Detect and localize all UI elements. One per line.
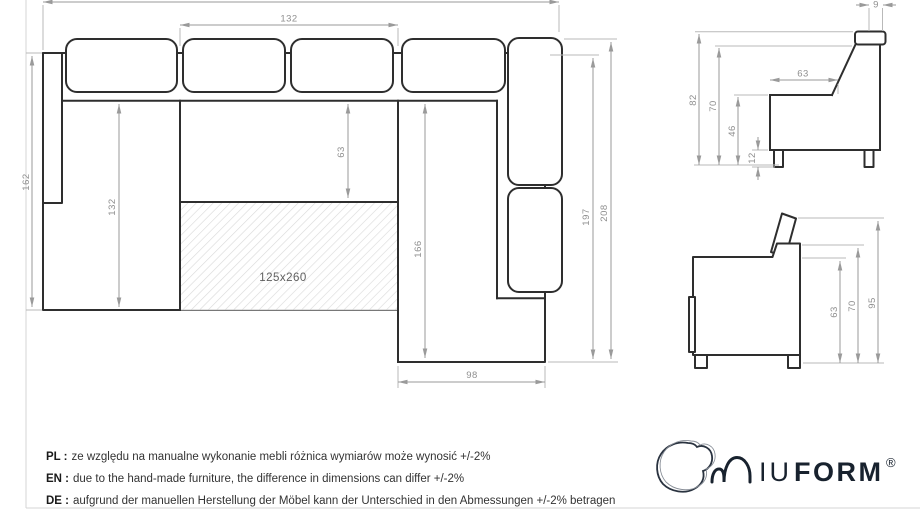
note-line-pl xyxy=(46,447,646,469)
cushion xyxy=(66,39,177,92)
headrest xyxy=(855,32,886,45)
dim-total-height-rear: 95 xyxy=(867,297,878,309)
mechanism-notch xyxy=(689,297,695,352)
dim-back-height: 70 xyxy=(708,100,719,112)
plan-view xyxy=(21,2,618,388)
note-text-en: due to the hand-made furniture, the difference in dimensions can differ +/-2% xyxy=(73,472,465,485)
note-text-pl: ze względu na manualne wykonanie mebli różnica wymiarów może wynosić +/-2% xyxy=(71,451,491,463)
rear-leg xyxy=(865,150,874,167)
bed-size-label: 125x260 xyxy=(259,272,307,284)
logo-text-form: FORM xyxy=(794,457,884,487)
note-label-pl: PL : xyxy=(46,451,68,463)
cushion xyxy=(508,188,562,292)
dim-seat-height: 46 xyxy=(727,125,738,137)
dim-total-height: 82 xyxy=(688,94,699,106)
logo-text-iu: IU xyxy=(759,457,792,487)
cushion xyxy=(508,38,562,185)
note-line-de xyxy=(46,491,646,513)
left-armrest xyxy=(43,53,62,203)
sofa-profile xyxy=(770,32,886,168)
front-leg xyxy=(774,150,783,167)
note-line-en xyxy=(46,469,646,491)
dim-back-width: 132 xyxy=(280,13,298,25)
bean-logo-icon xyxy=(657,440,715,491)
note-text-de: aufgrund der manuellen Herstellung der Möbel kann der Unterschied in den Abmessungen +/-2% betragen xyxy=(73,494,616,507)
dim-arm-height: 63 xyxy=(829,306,840,318)
dim-chaise-width: 98 xyxy=(466,370,478,381)
dim-left-length: 132 xyxy=(107,198,118,216)
rear-leg xyxy=(788,355,800,368)
logo-m-wave xyxy=(712,458,750,483)
note-label-en: EN : xyxy=(46,472,69,485)
dim-depth-outer: 208 xyxy=(599,204,610,222)
arm-body xyxy=(693,244,800,356)
side-view-front xyxy=(688,0,896,180)
dim-back-height-rear: 70 xyxy=(847,300,858,312)
dim-depth-inner: 197 xyxy=(581,208,592,226)
note-label-de: DE : xyxy=(46,494,69,507)
cushion xyxy=(183,39,285,92)
side-rear-dimensions xyxy=(798,218,884,363)
dim-left-depth: 162 xyxy=(21,173,32,191)
brand-logo xyxy=(657,440,896,491)
cushion xyxy=(291,39,393,92)
dim-right-length: 166 xyxy=(413,240,424,258)
dim-seat-depth: 63 xyxy=(336,146,347,158)
cushion xyxy=(402,39,505,92)
registered-mark-icon: ® xyxy=(886,455,896,470)
dim-headrest-depth: 9 xyxy=(873,0,879,11)
bed-area-hatch xyxy=(180,202,398,310)
tolerance-notes xyxy=(46,447,646,512)
side-view-rear xyxy=(689,214,884,369)
dim-leg-height: 12 xyxy=(747,152,758,164)
dim-seat-depth-side: 63 xyxy=(797,68,809,80)
front-leg xyxy=(695,355,707,368)
